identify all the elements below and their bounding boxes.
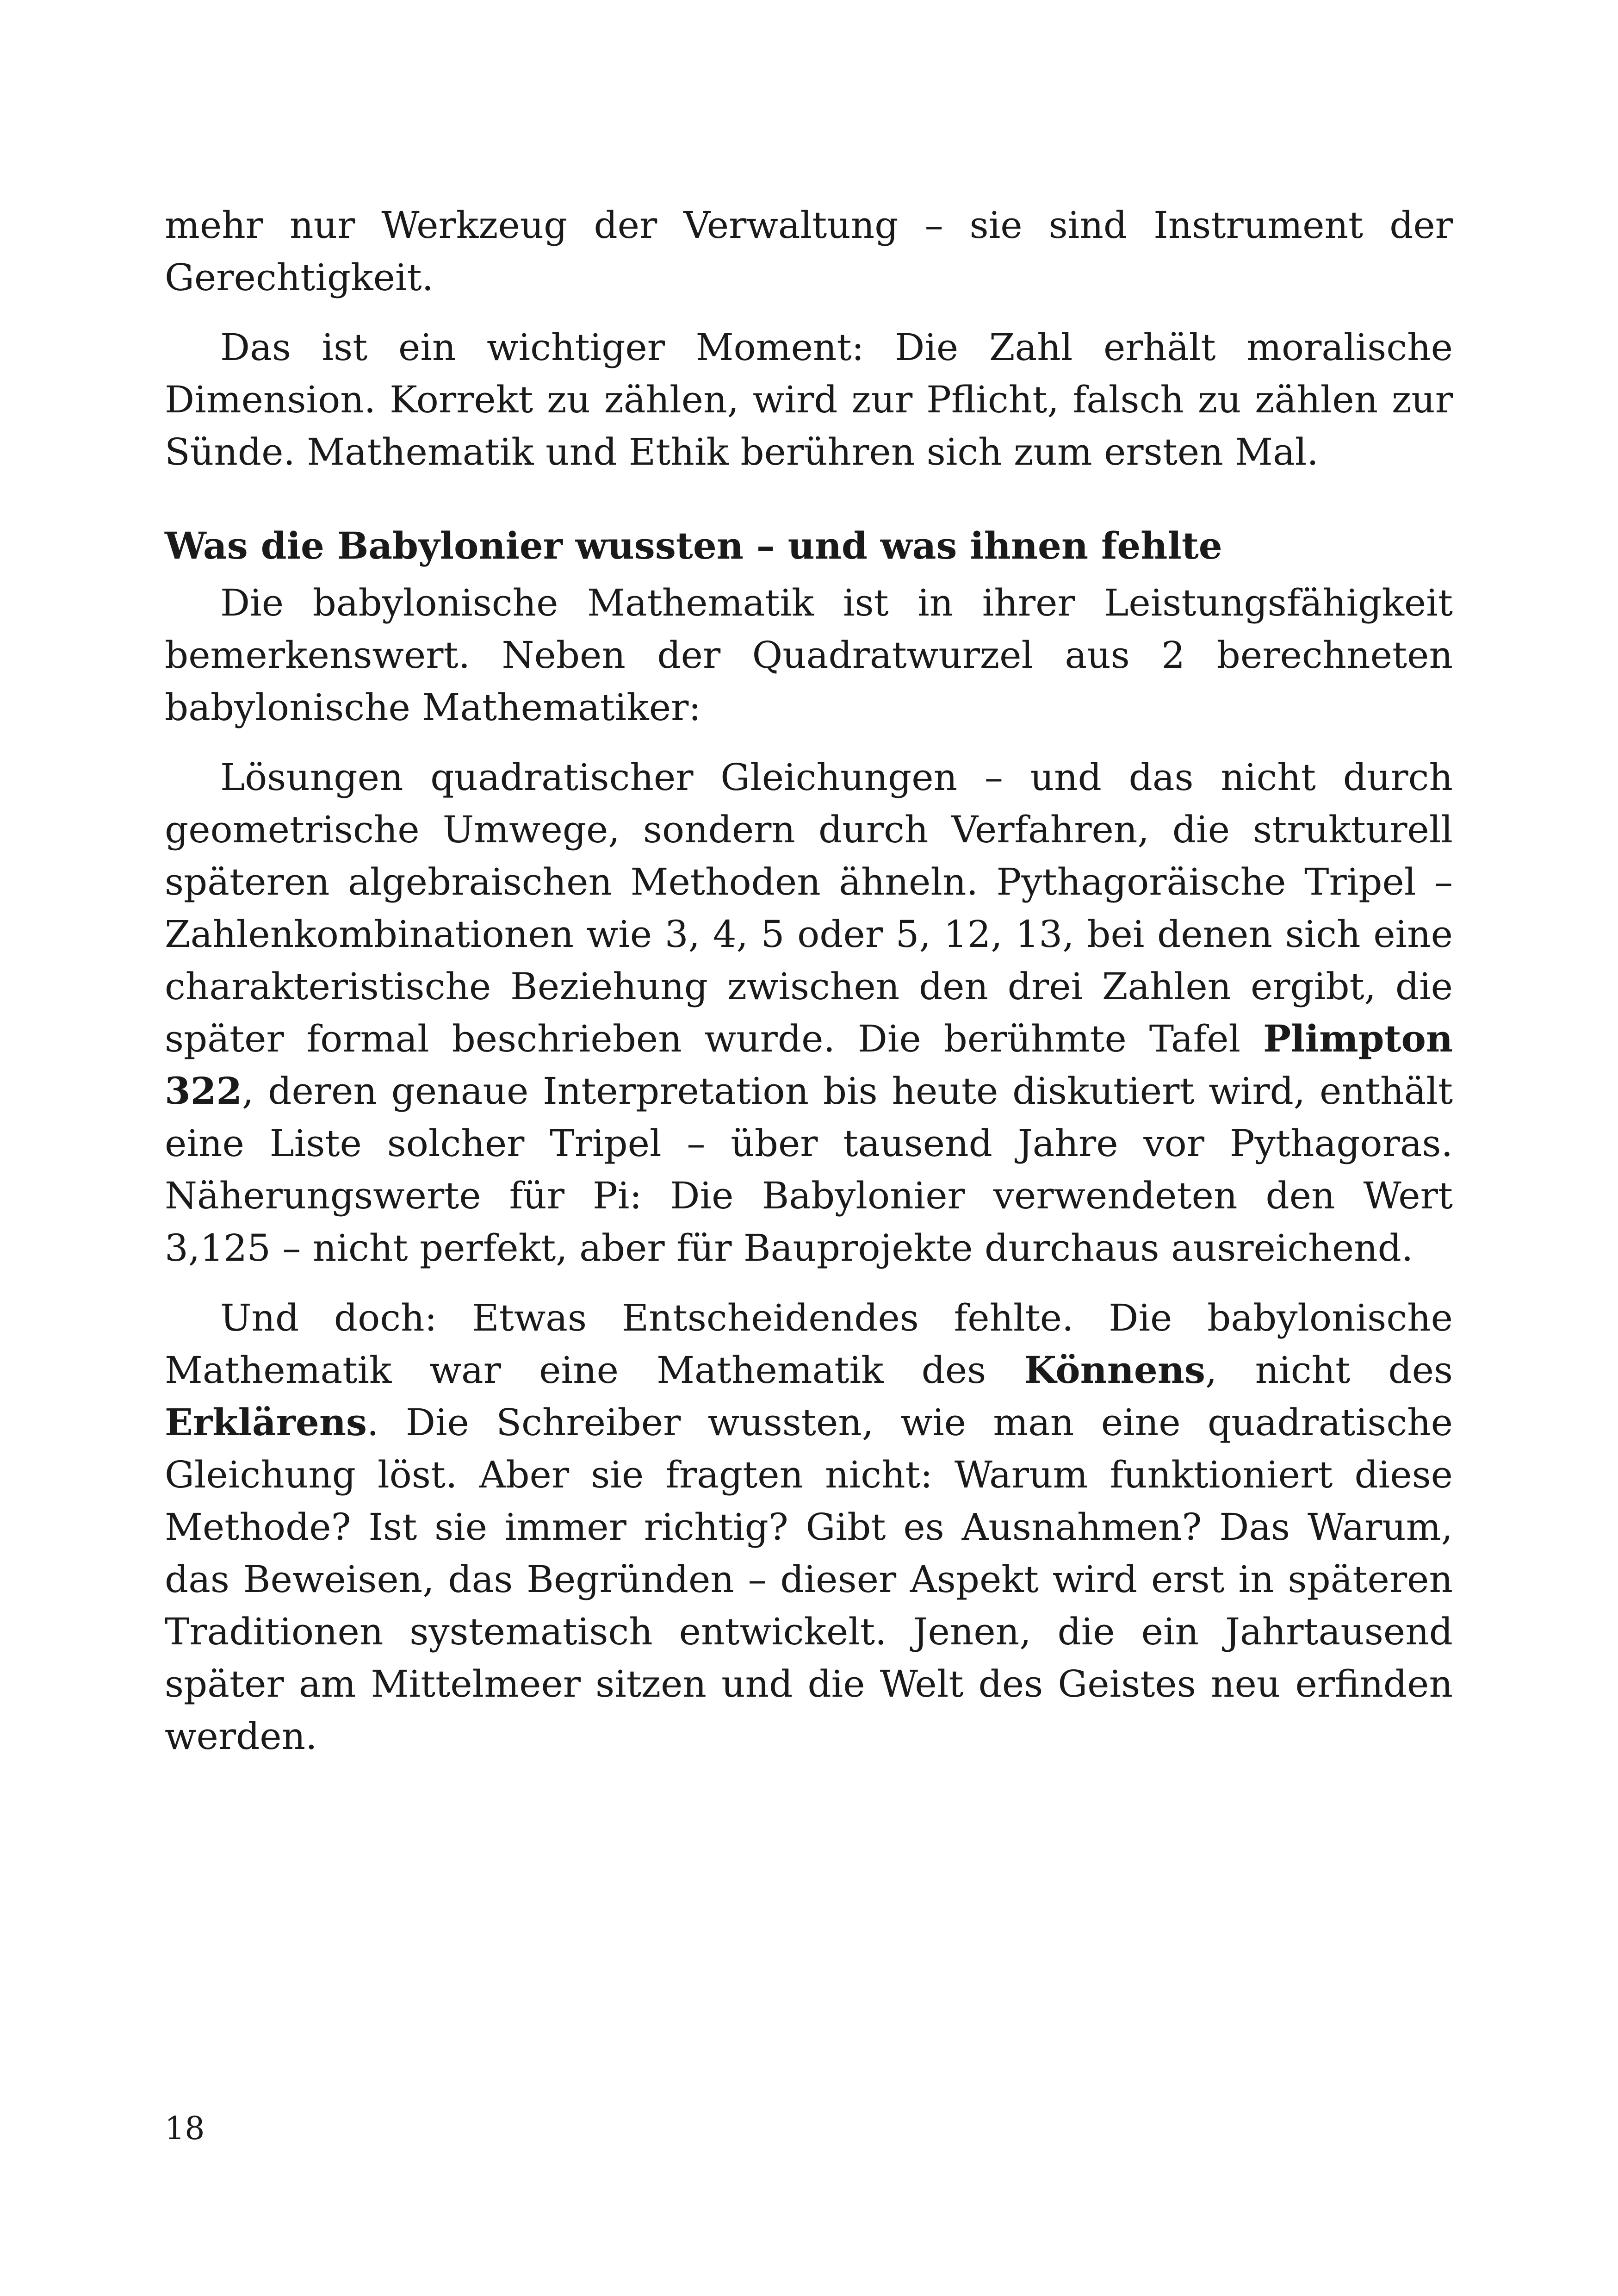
paragraph-text: , nicht des xyxy=(1205,1349,1453,1392)
paragraph-text: Und doch: Etwas Entscheidendes fehlte. Die babylonische Mathematik war eine Mathematik des xyxy=(165,1296,1453,1392)
body-text xyxy=(165,199,1453,1762)
emphasis-plimpton: Plimpton 322 xyxy=(165,1017,1453,1113)
paragraph-babylonian-math: Die babylonische Mathematik ist in ihrer Leistungsfähigkeit bemerkenswert. Neben der Quadratwurzel aus 2 berechneten babylonische Mathematiker: xyxy=(165,581,1453,729)
section-heading: Was die Babylonier wussten – und was ihnen fehlte xyxy=(165,524,1222,567)
paragraph-text: . Die Schreiber wussten, wie man eine quadratische Gleichung löst. Aber sie fragten nicht: Warum funktioniert diese Methode? Ist sie immer richtig? Gibt es Ausnahmen? Das Warum, das Beweisen, das Begründen – dieser Aspekt wird erst in späteren Traditionen systematisch entwickelt. Jenen, die ein Jahrtausend später am Mittelmeer sitzen und die Welt des Geistes neu erfinden werden. xyxy=(165,1401,1453,1758)
paragraph-achievements xyxy=(165,751,1453,1274)
emphasis-erklaerens: Erklärens xyxy=(165,1400,367,1444)
paragraph-continuation: mehr nur Werkzeug der Verwaltung – sie sind Instrument der Gerechtigkeit. xyxy=(165,204,1453,299)
paragraph-text: , deren genaue Interpretation bis heute diskutiert wird, enthält eine Liste solcher Tripel – über tausend Jahre vor Pythagoras. Näherungswerte für Pi: Die Babylonier verwendeten den Wert 3,125 – nicht perfekt, aber für Bauprojekte durchaus ausreichend. xyxy=(165,1070,1453,1269)
page-number: 18 xyxy=(165,2110,205,2147)
emphasis-koennens: Könnens xyxy=(1024,1348,1206,1392)
paragraph-text: Lösungen quadratischer Gleichungen – und das nicht durch geometrische Umwege, sondern durch Verfahren, die strukturell späteren algebraischen Methoden ähneln. Pythagoräische Tripel – Zahlenkombinationen wie 3, 4, 5 oder 5, 12, 13, bei denen sich eine charakteristische Beziehung zwischen den drei Zahlen ergibt, die später formal beschrieben wurde. Die berühmte Tafel xyxy=(165,756,1453,1060)
paragraph-what-was-missing xyxy=(165,1292,1453,1762)
paragraph-moral-dimension: Das ist ein wichtiger Moment: Die Zahl erhält moralische Dimension. Korrekt zu zählen, wird zur Pflicht, falsch zu zählen zur Sünde. Mathematik und Ethik berühren sich zum ersten Mal. xyxy=(165,326,1453,473)
